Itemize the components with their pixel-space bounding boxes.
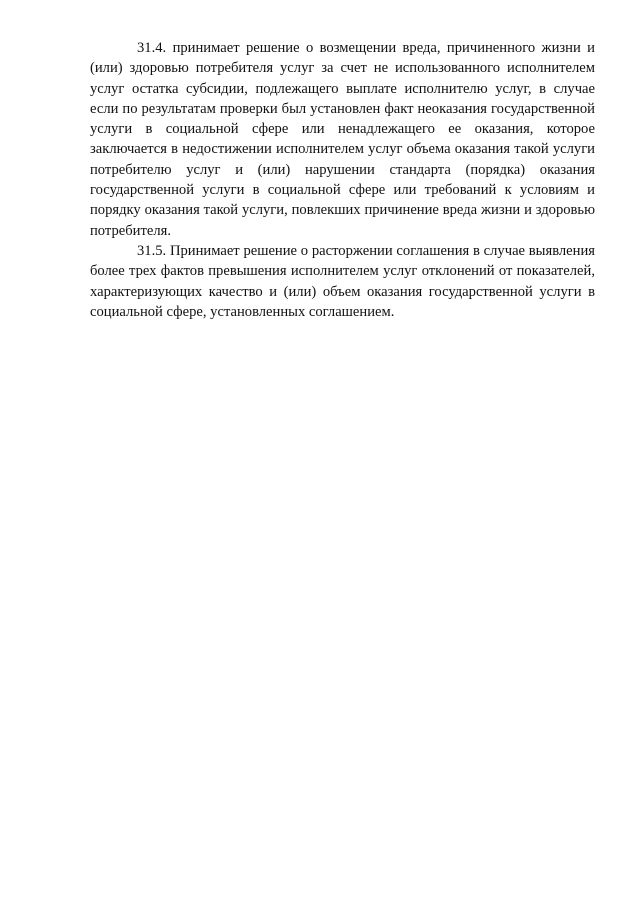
paragraph-text: принимает решение о возмещении вреда, причиненного жизни и (или) здоровью потребителя услуг за счет не использованного исполнителем услуг остатка субсидии, подлежащего выплате исполнителю услуг, в случае если по результатам проверки был установлен факт неоказания государственной услуги в социальной сфере или ненадлежащего ее оказания, которое заключается в недостижении исполнителем услуг объема оказания такой услуги потребителю услуг и (или) нарушении стандарта (порядка) оказания государственной услуги в социальной сфере или требований к условиям и порядку оказания такой услуги, повлекших причинение вреда жизни и здоровью потребителя. [90, 40, 595, 239]
paragraph-number: 31.5. [137, 242, 167, 259]
document-body [90, 38, 595, 322]
paragraph-number: 31.4. [137, 40, 167, 56]
paragraph-31-5 [90, 241, 595, 322]
paragraph-31-4 [90, 38, 595, 241]
paragraph-text: Принимает решение о расторжении соглашения в случае выявления более трех фактов превышения исполнителем услуг отклонений от показателей, характеризующих качество и (или) объем оказания государственной услуги в социальной сфере, установленных соглашением. [90, 242, 595, 320]
